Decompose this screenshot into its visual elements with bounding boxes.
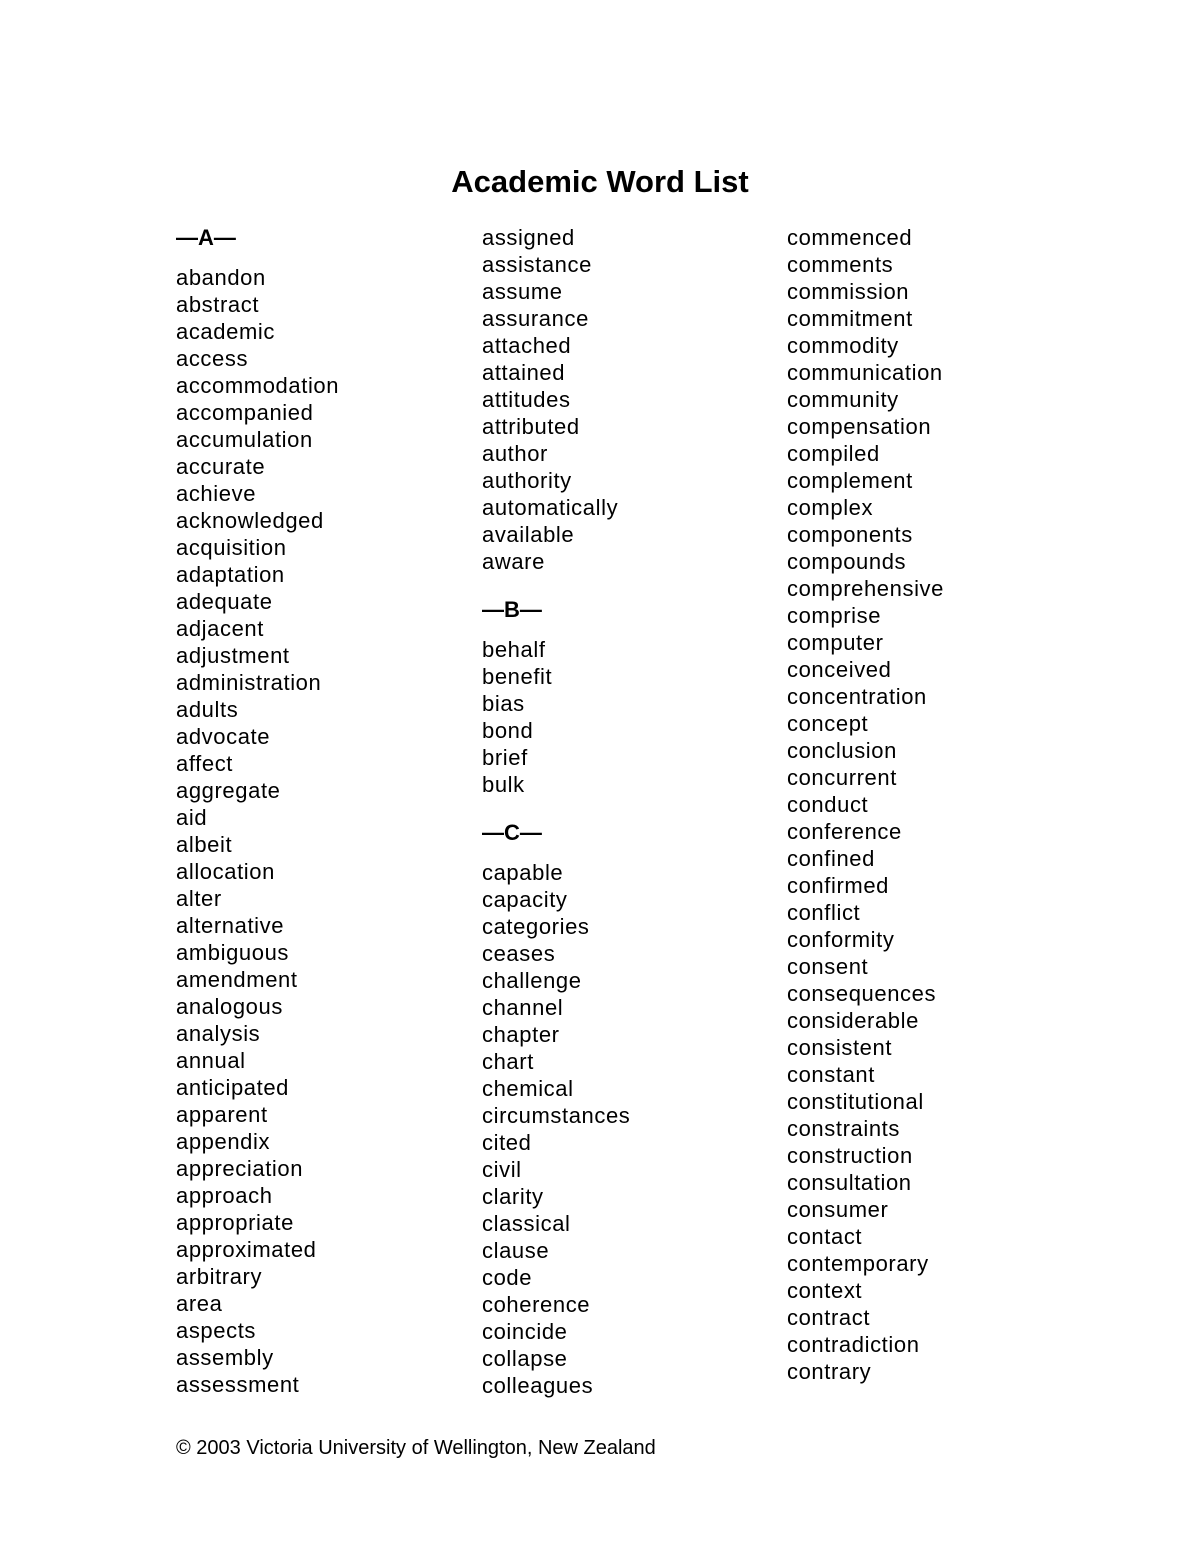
word-list-item: comprise <box>787 603 882 628</box>
word-list-item: achieve <box>176 481 257 506</box>
word-list-item: area <box>176 1291 223 1316</box>
word-list-item: circumstances <box>482 1103 631 1128</box>
copyright-footer: © 2003 Victoria University of Wellington, New Zealand <box>176 1437 656 1459</box>
word-list-item: assembly <box>176 1345 274 1370</box>
word-list-item: chart <box>482 1049 534 1074</box>
word-list-c-col2 <box>482 859 782 1399</box>
word-list-item: available <box>482 522 575 547</box>
word-list-item: civil <box>482 1157 522 1182</box>
word-list-item: acquisition <box>176 535 287 560</box>
word-list-item: concurrent <box>787 765 897 790</box>
word-list-item: assistance <box>482 252 592 277</box>
word-list-item: capacity <box>482 887 568 912</box>
word-list-item: brief <box>482 745 528 770</box>
word-list-item: cited <box>482 1130 532 1155</box>
word-list-item: complement <box>787 468 913 493</box>
word-list-item: considerable <box>787 1008 919 1033</box>
word-list-a-col1 <box>176 264 476 1398</box>
word-list-item: conflict <box>787 900 861 925</box>
word-list-item: approximated <box>176 1237 317 1262</box>
word-list-item: access <box>176 346 249 371</box>
word-list-item: components <box>787 522 913 547</box>
word-list-item: academic <box>176 319 275 344</box>
word-list-item: benefit <box>482 664 553 689</box>
word-list-item: adequate <box>176 589 273 614</box>
word-list-item: arbitrary <box>176 1264 263 1289</box>
word-list-item: collapse <box>482 1346 568 1371</box>
word-list-item: allocation <box>176 859 275 884</box>
word-list-item: accurate <box>176 454 266 479</box>
word-list-item: aspects <box>176 1318 257 1343</box>
word-list-item: concentration <box>787 684 927 709</box>
word-list-item: compiled <box>787 441 880 466</box>
word-list-item: consent <box>787 954 869 979</box>
word-list-item: anticipated <box>176 1075 290 1100</box>
word-list-item: construction <box>787 1143 913 1168</box>
word-list-item: adults <box>176 697 239 722</box>
word-list-item: contact <box>787 1224 863 1249</box>
word-list-item: adaptation <box>176 562 285 587</box>
word-list-item: analysis <box>176 1021 261 1046</box>
section-header-b: —B— <box>482 597 542 622</box>
section-header-c: —C— <box>482 820 542 845</box>
word-list-item: constant <box>787 1062 875 1087</box>
word-list-item: alternative <box>176 913 285 938</box>
word-list-item: abandon <box>176 265 266 290</box>
word-list-item: abstract <box>176 292 260 317</box>
word-list-item: accommodation <box>176 373 340 398</box>
word-list-item: conference <box>787 819 902 844</box>
word-list-item: administration <box>176 670 322 695</box>
word-list-item: confined <box>787 846 875 871</box>
word-list-item: apparent <box>176 1102 268 1127</box>
word-list-item: classical <box>482 1211 571 1236</box>
word-list-item: appropriate <box>176 1210 294 1235</box>
word-list-c-col3 <box>787 224 1087 1385</box>
word-list-item: contemporary <box>787 1251 929 1276</box>
section-header-a: —A— <box>176 225 236 250</box>
word-list-item: channel <box>482 995 564 1020</box>
word-list-item: commitment <box>787 306 913 331</box>
word-list-item: chapter <box>482 1022 560 1047</box>
word-list-item: attained <box>482 360 566 385</box>
word-list-item: adjustment <box>176 643 290 668</box>
word-list-item: colleagues <box>482 1373 594 1398</box>
word-list-item: advocate <box>176 724 271 749</box>
word-list-item: author <box>482 441 548 466</box>
word-list-item: amendment <box>176 967 298 992</box>
word-list-item: contract <box>787 1305 871 1330</box>
word-list-item: concept <box>787 711 869 736</box>
section-gap <box>482 798 782 819</box>
word-list-item: conduct <box>787 792 869 817</box>
word-list-item: conformity <box>787 927 895 952</box>
word-list-item: bond <box>482 718 534 743</box>
word-list-item: albeit <box>176 832 233 857</box>
word-list-b <box>482 636 782 798</box>
word-list-item: assurance <box>482 306 589 331</box>
column-3 <box>787 224 1087 1385</box>
word-list-item: consistent <box>787 1035 893 1060</box>
word-list-item: commission <box>787 279 910 304</box>
word-list-item: consumer <box>787 1197 889 1222</box>
word-list-item: categories <box>482 914 590 939</box>
word-list-item: comments <box>787 252 894 277</box>
word-list-item: confirmed <box>787 873 889 898</box>
word-list-item: commenced <box>787 225 913 250</box>
word-list-item: compensation <box>787 414 932 439</box>
word-list-item: communication <box>787 360 943 385</box>
word-list-item: acknowledged <box>176 508 324 533</box>
word-list-item: conceived <box>787 657 892 682</box>
word-list-item: bulk <box>482 772 525 797</box>
word-list-item: comprehensive <box>787 576 944 601</box>
word-list-item: commodity <box>787 333 899 358</box>
word-list-item: analogous <box>176 994 283 1019</box>
word-list-item: aid <box>176 805 208 830</box>
word-list-item: assessment <box>176 1372 300 1397</box>
word-list-item: capable <box>482 860 564 885</box>
word-list-item: alter <box>176 886 222 911</box>
column-1 <box>176 224 476 1398</box>
word-list-item: accumulation <box>176 427 313 452</box>
word-list-item: assigned <box>482 225 575 250</box>
word-list-item: consultation <box>787 1170 912 1195</box>
word-list-item: appreciation <box>176 1156 304 1181</box>
word-list-item: attributed <box>482 414 580 439</box>
word-list-item: adjacent <box>176 616 264 641</box>
word-list-item: attached <box>482 333 572 358</box>
word-list-item: compounds <box>787 549 907 574</box>
word-list-item: assume <box>482 279 563 304</box>
word-list-item: clause <box>482 1238 550 1263</box>
word-list-item: conclusion <box>787 738 897 763</box>
column-2 <box>482 224 782 1399</box>
word-list-item: constitutional <box>787 1089 924 1114</box>
word-list-item: automatically <box>482 495 619 520</box>
word-list-item: aware <box>482 549 545 574</box>
word-list-item: coherence <box>482 1292 591 1317</box>
word-list-item: appendix <box>176 1129 271 1154</box>
word-list-item: ambiguous <box>176 940 290 965</box>
word-list-item: bias <box>482 691 525 716</box>
word-list-item: code <box>482 1265 533 1290</box>
word-list-item: consequences <box>787 981 937 1006</box>
word-list-item: annual <box>176 1048 246 1073</box>
word-list-item: community <box>787 387 899 412</box>
word-list-item: affect <box>176 751 234 776</box>
word-list-item: ceases <box>482 941 556 966</box>
word-list-item: computer <box>787 630 884 655</box>
word-list-item: aggregate <box>176 778 281 803</box>
word-list-item: contradiction <box>787 1332 920 1357</box>
word-list-item: complex <box>787 495 874 520</box>
word-list-item: approach <box>176 1183 273 1208</box>
section-gap <box>482 575 782 596</box>
word-list-item: authority <box>482 468 572 493</box>
word-list-item: challenge <box>482 968 582 993</box>
word-list-item: coincide <box>482 1319 568 1344</box>
word-list-item: behalf <box>482 637 546 662</box>
word-list-item: attitudes <box>482 387 571 412</box>
page-title: Academic Word List <box>451 164 749 199</box>
word-list-a-col2 <box>482 224 782 575</box>
word-list-item: constraints <box>787 1116 900 1141</box>
word-list-item: contrary <box>787 1359 872 1384</box>
word-list-item: chemical <box>482 1076 574 1101</box>
word-list-item: clarity <box>482 1184 544 1209</box>
word-list-item: context <box>787 1278 863 1303</box>
word-list-item: accompanied <box>176 400 314 425</box>
